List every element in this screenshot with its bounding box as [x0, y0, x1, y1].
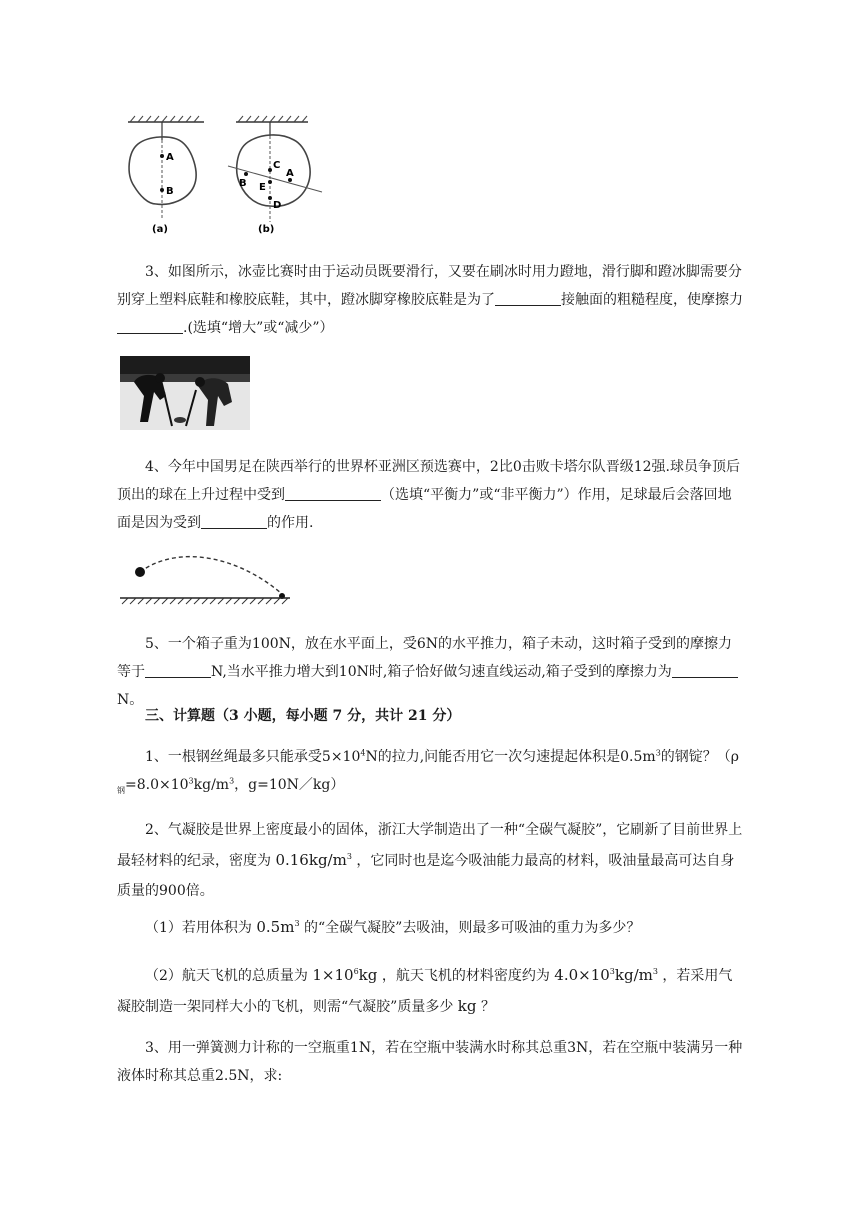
c1-exp-3: 3: [188, 776, 194, 786]
point-b2-label: B: [239, 178, 247, 189]
point-b-label: B: [166, 186, 174, 197]
point-c-label: C: [273, 160, 281, 171]
q5-text-2: N,当水平推力增大到10N时,箱子恰好做匀速直线运动,箱子受到的摩擦力为: [211, 664, 672, 680]
q3-blank-2[interactable]: [117, 317, 183, 334]
c1-text-5: kg/m: [193, 777, 230, 793]
c1-exp-2: 3: [655, 748, 661, 758]
point-e-label: E: [259, 182, 266, 193]
c1-text-3: 的钢锭？（ρ: [660, 749, 740, 765]
c2-density-2-unit: kg/m: [614, 966, 653, 984]
c3-text: 3、用一弹簧测力计称的一空瓶重1N，若在空瓶中装满水时称其总重3N，若在空瓶中装满另一种液体时称其总重2.5N，求:: [117, 1040, 743, 1084]
c2-p2-text-d: ？: [480, 999, 495, 1015]
c2-density-2-value: 4.0×10: [554, 966, 610, 984]
q4-text-1: 4、今年中国男足在陕西举行的世界杯亚洲区预选赛中，2比0击败卡塔尔队晋级12强.球员争顶后顶出的球在上升过程中受到: [117, 459, 740, 503]
c2-mass-value: 1×10: [312, 966, 354, 984]
curling-photo: [120, 356, 250, 430]
q4-blank-1[interactable]: [285, 484, 381, 501]
c2-mass: [312, 966, 377, 984]
q5-blank-1[interactable]: [145, 661, 211, 678]
point-a2-label: A: [286, 168, 294, 179]
calc-question-1: [117, 743, 743, 799]
c1-text-2: N的拉力,问能否用它一次匀速提起体积是0.5m: [365, 749, 656, 765]
calc-question-3: [117, 1034, 743, 1090]
c2-text-2: ，它同时也是迄今吸油能力最高的材料，吸油量最高可达自身质量的900倍。: [117, 853, 735, 899]
c1-sub: 钢: [117, 785, 125, 795]
suspension-figure: [118, 114, 328, 239]
c2-p1-text-a: （1）若用体积为: [145, 920, 252, 936]
c1-text-6: ，g=10N／kg）: [234, 777, 345, 793]
figure-a: [128, 116, 204, 235]
calc-question-2-part-2: [117, 960, 743, 1022]
c2-mass-unit: kg: [358, 966, 378, 984]
q4-blank-2[interactable]: [201, 512, 267, 529]
q5-text-1: 5、一个箱子重为100N，放在水平面上，受6N的水平推力，箱子未动，这时箱子受到的摩擦力等于: [117, 636, 733, 680]
q3-text-3: .(选填“增大”或“减少”）: [183, 320, 334, 336]
section-3-title: [117, 702, 743, 730]
q4-text-3: 的作用.: [267, 515, 314, 531]
c2-density-value: 0.16kg/m: [275, 851, 347, 869]
c2-density-exp: 3: [346, 852, 352, 861]
point-d-label: D: [273, 200, 282, 211]
ball-trajectory-figure: [118, 550, 294, 606]
c2-density: [275, 851, 351, 869]
c2-kg: kg: [457, 997, 477, 1015]
q5-text-3: N。: [117, 692, 144, 708]
c2-volume-value: 0.5m: [256, 918, 295, 936]
question-3: [117, 258, 743, 342]
c2-p2-text-b: ，航天飞机的材料密度约为: [381, 968, 550, 984]
q3-text-1: 3、如图所示，冰壶比赛时由于运动员既要滑行，又要在刷冰时用力蹬地，滑行脚和蹬冰脚需要分别穿上塑料底鞋和橡胶底鞋，其中，蹬冰脚穿橡胶底鞋是为了: [117, 264, 742, 308]
c2-density-2: [554, 966, 658, 984]
caption-b: (b): [258, 224, 275, 235]
c2-density-2-unit-exp: 3: [652, 967, 658, 976]
calc-question-2: [117, 815, 743, 906]
c1-exp-1: 4: [360, 748, 366, 758]
calc-question-2-part-1: [117, 913, 743, 942]
caption-a: (a): [152, 224, 168, 235]
c2-text-1: 2、气凝胶是世界上密度最小的固体，浙江大学制造出了一种“全碳气凝胶”，它刷新了目前世界上最轻材料的纪录，密度为: [117, 822, 743, 869]
c1-exp-4: 3: [229, 776, 235, 786]
question-4: [117, 453, 743, 537]
point-a-label: A: [166, 152, 174, 163]
c2-p1-text-b: 的“全碳气凝胶”去吸油，则最多可吸油的重力为多少？: [304, 920, 641, 936]
c2-p2-text-a: （2）航天飞机的总质量为: [145, 968, 308, 984]
figure-b: [228, 116, 322, 235]
c1-text-1: 1、一根钢丝绳最多只能承受5×10: [145, 749, 361, 765]
c2-volume: [256, 918, 299, 936]
c2-density-2-exp: 3: [609, 967, 615, 976]
q5-blank-2[interactable]: [672, 661, 738, 678]
q3-text-2: 接触面的粗糙程度，使摩擦力: [561, 292, 743, 308]
q3-blank-1[interactable]: [495, 289, 561, 306]
c1-text-4: =8.0×10: [125, 777, 189, 793]
c2-volume-exp: 3: [294, 919, 300, 928]
c2-mass-exp: 6: [353, 967, 359, 976]
q4-text-2: （选填“平衡力”或“非平衡力”）作用，足球最后会落回地面是因为受到: [117, 487, 732, 531]
section-3-title-text: 三、计算题（3 小题，每小题 7 分，共计 21 分）: [145, 708, 461, 724]
c2-p2-text-c: ，若采用气凝胶制造一架同样大小的飞机，则需“气凝胶”质量多少: [117, 968, 733, 1015]
